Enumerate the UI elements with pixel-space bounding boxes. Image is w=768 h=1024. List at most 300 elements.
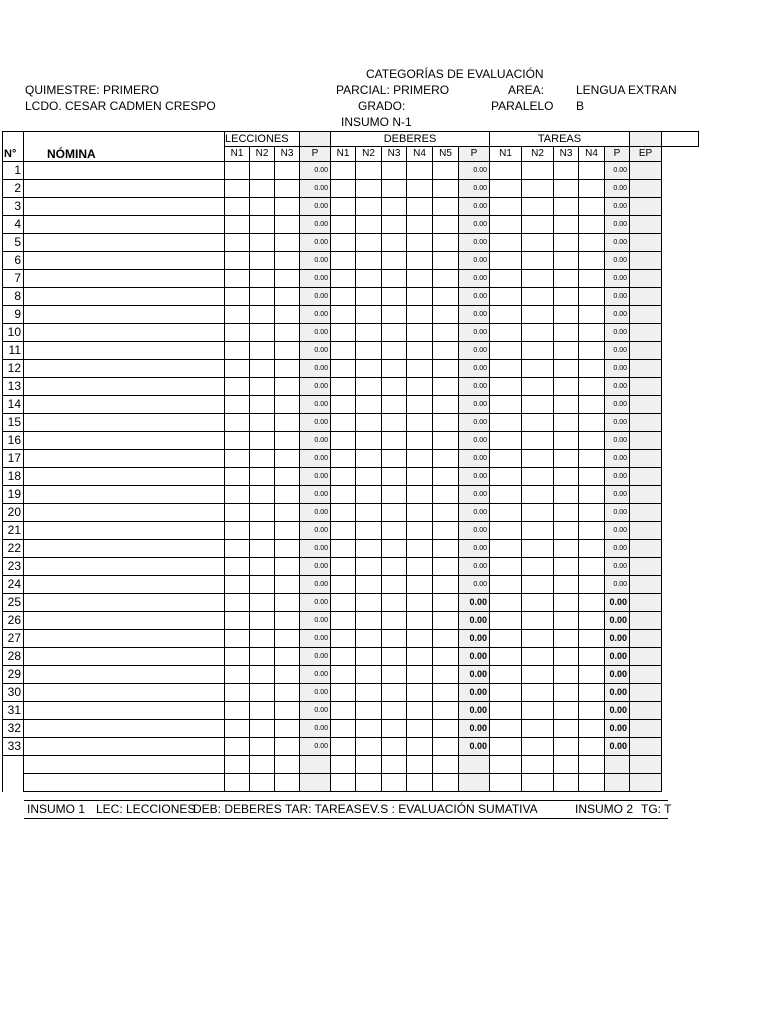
deberes-grade-cell[interactable] [356, 180, 382, 198]
lecciones-grade-cell[interactable] [225, 180, 250, 198]
deberes-grade-cell[interactable] [407, 486, 433, 504]
deberes-grade-cell[interactable] [382, 738, 407, 756]
deberes-grade-cell[interactable] [407, 234, 433, 252]
tareas-grade-cell[interactable] [554, 720, 579, 738]
deberes-grade-cell[interactable] [382, 162, 407, 180]
deberes-grade-cell[interactable] [433, 756, 459, 774]
deberes-grade-cell[interactable] [382, 360, 407, 378]
deberes-grade-cell[interactable] [433, 270, 459, 288]
deberes-grade-cell[interactable] [382, 702, 407, 720]
tareas-grade-cell[interactable] [554, 684, 579, 702]
deberes-grade-cell[interactable] [331, 594, 356, 612]
student-name-cell[interactable] [24, 504, 225, 522]
deberes-grade-cell[interactable] [382, 486, 407, 504]
lecciones-grade-cell[interactable] [250, 324, 275, 342]
tareas-grade-cell[interactable] [554, 666, 579, 684]
deberes-grade-cell[interactable] [382, 522, 407, 540]
lecciones-grade-cell[interactable] [250, 594, 275, 612]
tareas-grade-cell[interactable] [490, 648, 522, 666]
tareas-grade-cell[interactable] [522, 252, 554, 270]
tareas-grade-cell[interactable] [554, 198, 579, 216]
tareas-grade-cell[interactable] [554, 432, 579, 450]
deberes-grade-cell[interactable] [356, 234, 382, 252]
tareas-grade-cell[interactable] [554, 216, 579, 234]
tareas-grade-cell[interactable] [579, 684, 605, 702]
tareas-grade-cell[interactable] [490, 684, 522, 702]
deberes-grade-cell[interactable] [433, 450, 459, 468]
student-name-cell[interactable] [24, 216, 225, 234]
deberes-grade-cell[interactable] [356, 306, 382, 324]
deberes-grade-cell[interactable] [356, 396, 382, 414]
deberes-grade-cell[interactable] [433, 558, 459, 576]
lecciones-grade-cell[interactable] [275, 306, 300, 324]
lecciones-grade-cell[interactable] [275, 180, 300, 198]
student-name-cell[interactable] [24, 342, 225, 360]
lecciones-grade-cell[interactable] [225, 738, 250, 756]
lecciones-grade-cell[interactable] [250, 720, 275, 738]
lecciones-grade-cell[interactable] [225, 540, 250, 558]
deberes-grade-cell[interactable] [433, 702, 459, 720]
tareas-grade-cell[interactable] [579, 324, 605, 342]
tareas-grade-cell[interactable] [522, 540, 554, 558]
tareas-grade-cell[interactable] [579, 342, 605, 360]
deberes-grade-cell[interactable] [382, 342, 407, 360]
lecciones-grade-cell[interactable] [250, 198, 275, 216]
lecciones-grade-cell[interactable] [225, 684, 250, 702]
deberes-grade-cell[interactable] [331, 612, 356, 630]
tareas-grade-cell[interactable] [522, 198, 554, 216]
lecciones-grade-cell[interactable] [225, 198, 250, 216]
tareas-grade-cell[interactable] [579, 666, 605, 684]
tareas-grade-cell[interactable] [579, 234, 605, 252]
deberes-grade-cell[interactable] [331, 270, 356, 288]
deberes-grade-cell[interactable] [331, 324, 356, 342]
deberes-grade-cell[interactable] [433, 360, 459, 378]
tareas-grade-cell[interactable] [579, 540, 605, 558]
tareas-grade-cell[interactable] [490, 198, 522, 216]
lecciones-grade-cell[interactable] [250, 666, 275, 684]
lecciones-grade-cell[interactable] [250, 756, 275, 774]
tareas-grade-cell[interactable] [522, 486, 554, 504]
deberes-grade-cell[interactable] [356, 648, 382, 666]
tareas-grade-cell[interactable] [579, 180, 605, 198]
deberes-grade-cell[interactable] [407, 342, 433, 360]
deberes-grade-cell[interactable] [433, 504, 459, 522]
deberes-grade-cell[interactable] [382, 252, 407, 270]
tareas-grade-cell[interactable] [490, 450, 522, 468]
tareas-grade-cell[interactable] [579, 558, 605, 576]
student-name-cell[interactable] [24, 774, 225, 792]
deberes-grade-cell[interactable] [356, 504, 382, 522]
lecciones-grade-cell[interactable] [250, 270, 275, 288]
student-name-cell[interactable] [24, 756, 225, 774]
deberes-grade-cell[interactable] [331, 342, 356, 360]
lecciones-grade-cell[interactable] [250, 774, 275, 792]
tareas-grade-cell[interactable] [522, 360, 554, 378]
tareas-grade-cell[interactable] [522, 324, 554, 342]
deberes-grade-cell[interactable] [382, 666, 407, 684]
tareas-grade-cell[interactable] [490, 252, 522, 270]
tareas-grade-cell[interactable] [554, 594, 579, 612]
lecciones-grade-cell[interactable] [275, 360, 300, 378]
lecciones-grade-cell[interactable] [250, 378, 275, 396]
deberes-grade-cell[interactable] [407, 378, 433, 396]
tareas-grade-cell[interactable] [522, 162, 554, 180]
tareas-grade-cell[interactable] [490, 342, 522, 360]
tareas-grade-cell[interactable] [522, 756, 554, 774]
deberes-grade-cell[interactable] [407, 252, 433, 270]
deberes-grade-cell[interactable] [331, 720, 356, 738]
student-name-cell[interactable] [24, 666, 225, 684]
lecciones-grade-cell[interactable] [225, 360, 250, 378]
tareas-grade-cell[interactable] [579, 396, 605, 414]
tareas-grade-cell[interactable] [490, 666, 522, 684]
tareas-grade-cell[interactable] [554, 342, 579, 360]
lecciones-grade-cell[interactable] [250, 576, 275, 594]
deberes-grade-cell[interactable] [407, 198, 433, 216]
tareas-grade-cell[interactable] [522, 270, 554, 288]
deberes-grade-cell[interactable] [382, 270, 407, 288]
lecciones-grade-cell[interactable] [225, 396, 250, 414]
tareas-grade-cell[interactable] [490, 288, 522, 306]
lecciones-grade-cell[interactable] [225, 414, 250, 432]
deberes-grade-cell[interactable] [433, 342, 459, 360]
deberes-grade-cell[interactable] [356, 630, 382, 648]
deberes-grade-cell[interactable] [382, 648, 407, 666]
tareas-grade-cell[interactable] [579, 252, 605, 270]
tareas-grade-cell[interactable] [554, 450, 579, 468]
deberes-grade-cell[interactable] [407, 594, 433, 612]
deberes-grade-cell[interactable] [331, 414, 356, 432]
lecciones-grade-cell[interactable] [275, 162, 300, 180]
lecciones-grade-cell[interactable] [275, 558, 300, 576]
tareas-grade-cell[interactable] [522, 558, 554, 576]
tareas-grade-cell[interactable] [579, 306, 605, 324]
lecciones-grade-cell[interactable] [275, 738, 300, 756]
student-name-cell[interactable] [24, 450, 225, 468]
tareas-grade-cell[interactable] [490, 378, 522, 396]
tareas-grade-cell[interactable] [579, 630, 605, 648]
tareas-grade-cell[interactable] [490, 594, 522, 612]
lecciones-grade-cell[interactable] [250, 504, 275, 522]
tareas-grade-cell[interactable] [579, 720, 605, 738]
tareas-grade-cell[interactable] [490, 576, 522, 594]
tareas-grade-cell[interactable] [579, 468, 605, 486]
deberes-grade-cell[interactable] [356, 342, 382, 360]
deberes-grade-cell[interactable] [356, 162, 382, 180]
lecciones-grade-cell[interactable] [275, 486, 300, 504]
tareas-grade-cell[interactable] [522, 648, 554, 666]
lecciones-grade-cell[interactable] [225, 702, 250, 720]
lecciones-grade-cell[interactable] [275, 414, 300, 432]
tareas-grade-cell[interactable] [554, 576, 579, 594]
tareas-grade-cell[interactable] [579, 162, 605, 180]
student-name-cell[interactable] [24, 396, 225, 414]
lecciones-grade-cell[interactable] [250, 396, 275, 414]
deberes-grade-cell[interactable] [356, 432, 382, 450]
lecciones-grade-cell[interactable] [250, 288, 275, 306]
lecciones-grade-cell[interactable] [225, 630, 250, 648]
deberes-grade-cell[interactable] [407, 180, 433, 198]
deberes-grade-cell[interactable] [407, 738, 433, 756]
deberes-grade-cell[interactable] [407, 396, 433, 414]
tareas-grade-cell[interactable] [579, 198, 605, 216]
deberes-grade-cell[interactable] [382, 540, 407, 558]
lecciones-grade-cell[interactable] [275, 702, 300, 720]
lecciones-grade-cell[interactable] [225, 342, 250, 360]
deberes-grade-cell[interactable] [433, 414, 459, 432]
tareas-grade-cell[interactable] [554, 306, 579, 324]
deberes-grade-cell[interactable] [433, 378, 459, 396]
tareas-grade-cell[interactable] [554, 612, 579, 630]
deberes-grade-cell[interactable] [382, 234, 407, 252]
student-name-cell[interactable] [24, 738, 225, 756]
tareas-grade-cell[interactable] [522, 180, 554, 198]
lecciones-grade-cell[interactable] [225, 288, 250, 306]
lecciones-grade-cell[interactable] [250, 450, 275, 468]
tareas-grade-cell[interactable] [554, 468, 579, 486]
tareas-grade-cell[interactable] [522, 630, 554, 648]
lecciones-grade-cell[interactable] [275, 684, 300, 702]
lecciones-grade-cell[interactable] [225, 612, 250, 630]
tareas-grade-cell[interactable] [579, 216, 605, 234]
tareas-grade-cell[interactable] [490, 504, 522, 522]
deberes-grade-cell[interactable] [331, 648, 356, 666]
tareas-grade-cell[interactable] [522, 216, 554, 234]
deberes-grade-cell[interactable] [407, 684, 433, 702]
deberes-grade-cell[interactable] [331, 288, 356, 306]
tareas-grade-cell[interactable] [579, 774, 605, 792]
student-name-cell[interactable] [24, 648, 225, 666]
lecciones-grade-cell[interactable] [250, 738, 275, 756]
deberes-grade-cell[interactable] [356, 756, 382, 774]
deberes-grade-cell[interactable] [407, 558, 433, 576]
deberes-grade-cell[interactable] [407, 576, 433, 594]
deberes-grade-cell[interactable] [382, 288, 407, 306]
deberes-grade-cell[interactable] [382, 576, 407, 594]
deberes-grade-cell[interactable] [382, 558, 407, 576]
deberes-grade-cell[interactable] [331, 738, 356, 756]
lecciones-grade-cell[interactable] [225, 666, 250, 684]
deberes-grade-cell[interactable] [382, 414, 407, 432]
tareas-grade-cell[interactable] [522, 288, 554, 306]
deberes-grade-cell[interactable] [356, 216, 382, 234]
tareas-grade-cell[interactable] [522, 432, 554, 450]
deberes-grade-cell[interactable] [356, 486, 382, 504]
tareas-grade-cell[interactable] [554, 540, 579, 558]
deberes-grade-cell[interactable] [433, 396, 459, 414]
tareas-grade-cell[interactable] [554, 522, 579, 540]
lecciones-grade-cell[interactable] [225, 216, 250, 234]
deberes-grade-cell[interactable] [433, 684, 459, 702]
tareas-grade-cell[interactable] [522, 738, 554, 756]
lecciones-grade-cell[interactable] [250, 342, 275, 360]
lecciones-grade-cell[interactable] [250, 252, 275, 270]
tareas-grade-cell[interactable] [522, 594, 554, 612]
lecciones-grade-cell[interactable] [250, 162, 275, 180]
lecciones-grade-cell[interactable] [250, 432, 275, 450]
tareas-grade-cell[interactable] [522, 666, 554, 684]
tareas-grade-cell[interactable] [522, 306, 554, 324]
deberes-grade-cell[interactable] [407, 360, 433, 378]
lecciones-grade-cell[interactable] [275, 468, 300, 486]
deberes-grade-cell[interactable] [331, 468, 356, 486]
deberes-grade-cell[interactable] [331, 306, 356, 324]
lecciones-grade-cell[interactable] [275, 576, 300, 594]
tareas-grade-cell[interactable] [490, 414, 522, 432]
deberes-grade-cell[interactable] [382, 324, 407, 342]
tareas-grade-cell[interactable] [554, 756, 579, 774]
deberes-grade-cell[interactable] [433, 666, 459, 684]
lecciones-grade-cell[interactable] [275, 522, 300, 540]
tareas-grade-cell[interactable] [522, 576, 554, 594]
student-name-cell[interactable] [24, 630, 225, 648]
deberes-grade-cell[interactable] [356, 684, 382, 702]
tareas-grade-cell[interactable] [490, 306, 522, 324]
tareas-grade-cell[interactable] [490, 522, 522, 540]
deberes-grade-cell[interactable] [407, 414, 433, 432]
tareas-grade-cell[interactable] [579, 702, 605, 720]
tareas-grade-cell[interactable] [490, 234, 522, 252]
deberes-grade-cell[interactable] [407, 216, 433, 234]
lecciones-grade-cell[interactable] [250, 414, 275, 432]
lecciones-grade-cell[interactable] [250, 648, 275, 666]
deberes-grade-cell[interactable] [407, 630, 433, 648]
deberes-grade-cell[interactable] [433, 432, 459, 450]
deberes-grade-cell[interactable] [356, 360, 382, 378]
deberes-grade-cell[interactable] [356, 414, 382, 432]
student-name-cell[interactable] [24, 684, 225, 702]
lecciones-grade-cell[interactable] [250, 180, 275, 198]
lecciones-grade-cell[interactable] [250, 540, 275, 558]
tareas-grade-cell[interactable] [554, 702, 579, 720]
tareas-grade-cell[interactable] [522, 234, 554, 252]
deberes-grade-cell[interactable] [382, 504, 407, 522]
deberes-grade-cell[interactable] [407, 468, 433, 486]
lecciones-grade-cell[interactable] [275, 774, 300, 792]
tareas-grade-cell[interactable] [522, 504, 554, 522]
deberes-grade-cell[interactable] [382, 630, 407, 648]
tareas-grade-cell[interactable] [490, 702, 522, 720]
lecciones-grade-cell[interactable] [225, 522, 250, 540]
lecciones-grade-cell[interactable] [225, 162, 250, 180]
lecciones-grade-cell[interactable] [250, 684, 275, 702]
lecciones-grade-cell[interactable] [250, 486, 275, 504]
tareas-grade-cell[interactable] [554, 252, 579, 270]
deberes-grade-cell[interactable] [433, 162, 459, 180]
tareas-grade-cell[interactable] [522, 720, 554, 738]
deberes-grade-cell[interactable] [331, 666, 356, 684]
student-name-cell[interactable] [24, 414, 225, 432]
deberes-grade-cell[interactable] [331, 234, 356, 252]
deberes-grade-cell[interactable] [382, 612, 407, 630]
student-name-cell[interactable] [24, 360, 225, 378]
tareas-grade-cell[interactable] [490, 270, 522, 288]
lecciones-grade-cell[interactable] [275, 504, 300, 522]
deberes-grade-cell[interactable] [382, 216, 407, 234]
tareas-grade-cell[interactable] [579, 414, 605, 432]
tareas-grade-cell[interactable] [554, 774, 579, 792]
deberes-grade-cell[interactable] [433, 486, 459, 504]
deberes-grade-cell[interactable] [356, 252, 382, 270]
lecciones-grade-cell[interactable] [275, 198, 300, 216]
deberes-grade-cell[interactable] [433, 576, 459, 594]
deberes-grade-cell[interactable] [382, 198, 407, 216]
deberes-grade-cell[interactable] [356, 666, 382, 684]
deberes-grade-cell[interactable] [356, 378, 382, 396]
lecciones-grade-cell[interactable] [275, 396, 300, 414]
deberes-grade-cell[interactable] [331, 576, 356, 594]
deberes-grade-cell[interactable] [382, 306, 407, 324]
lecciones-grade-cell[interactable] [225, 324, 250, 342]
deberes-grade-cell[interactable] [382, 720, 407, 738]
deberes-grade-cell[interactable] [331, 630, 356, 648]
deberes-grade-cell[interactable] [382, 396, 407, 414]
student-name-cell[interactable] [24, 612, 225, 630]
tareas-grade-cell[interactable] [579, 738, 605, 756]
deberes-grade-cell[interactable] [382, 378, 407, 396]
deberes-grade-cell[interactable] [356, 558, 382, 576]
deberes-grade-cell[interactable] [433, 648, 459, 666]
deberes-grade-cell[interactable] [433, 720, 459, 738]
tareas-grade-cell[interactable] [579, 576, 605, 594]
student-name-cell[interactable] [24, 720, 225, 738]
student-name-cell[interactable] [24, 180, 225, 198]
deberes-grade-cell[interactable] [433, 324, 459, 342]
deberes-grade-cell[interactable] [407, 720, 433, 738]
deberes-grade-cell[interactable] [433, 234, 459, 252]
tareas-grade-cell[interactable] [522, 702, 554, 720]
deberes-grade-cell[interactable] [382, 450, 407, 468]
deberes-grade-cell[interactable] [356, 702, 382, 720]
deberes-grade-cell[interactable] [433, 612, 459, 630]
lecciones-grade-cell[interactable] [250, 522, 275, 540]
deberes-grade-cell[interactable] [331, 756, 356, 774]
deberes-grade-cell[interactable] [433, 774, 459, 792]
deberes-grade-cell[interactable] [433, 216, 459, 234]
tareas-grade-cell[interactable] [579, 522, 605, 540]
tareas-grade-cell[interactable] [522, 684, 554, 702]
deberes-grade-cell[interactable] [407, 504, 433, 522]
tareas-grade-cell[interactable] [554, 360, 579, 378]
deberes-grade-cell[interactable] [356, 522, 382, 540]
deberes-grade-cell[interactable] [407, 324, 433, 342]
deberes-grade-cell[interactable] [407, 612, 433, 630]
lecciones-grade-cell[interactable] [225, 270, 250, 288]
deberes-grade-cell[interactable] [433, 594, 459, 612]
tareas-grade-cell[interactable] [490, 756, 522, 774]
lecciones-grade-cell[interactable] [225, 252, 250, 270]
lecciones-grade-cell[interactable] [225, 558, 250, 576]
lecciones-grade-cell[interactable] [275, 378, 300, 396]
tareas-grade-cell[interactable] [554, 396, 579, 414]
deberes-grade-cell[interactable] [331, 558, 356, 576]
deberes-grade-cell[interactable] [331, 774, 356, 792]
deberes-grade-cell[interactable] [356, 576, 382, 594]
lecciones-grade-cell[interactable] [250, 360, 275, 378]
lecciones-grade-cell[interactable] [275, 450, 300, 468]
tareas-grade-cell[interactable] [579, 270, 605, 288]
deberes-grade-cell[interactable] [382, 180, 407, 198]
deberes-grade-cell[interactable] [407, 648, 433, 666]
deberes-grade-cell[interactable] [331, 180, 356, 198]
lecciones-grade-cell[interactable] [225, 234, 250, 252]
deberes-grade-cell[interactable] [407, 288, 433, 306]
tareas-grade-cell[interactable] [522, 522, 554, 540]
lecciones-grade-cell[interactable] [275, 666, 300, 684]
deberes-grade-cell[interactable] [433, 306, 459, 324]
student-name-cell[interactable] [24, 378, 225, 396]
